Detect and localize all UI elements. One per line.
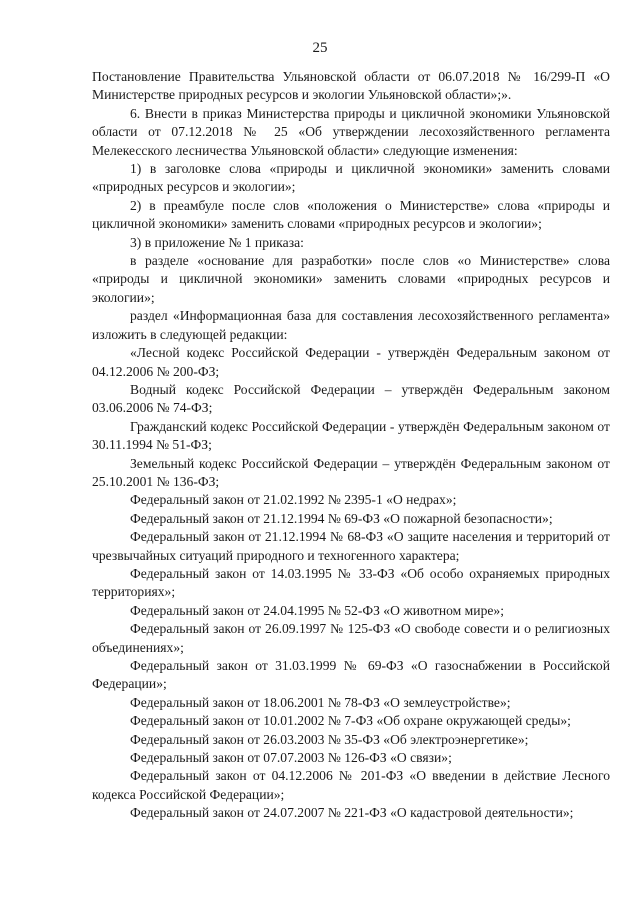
paragraph: Федеральный закон от 31.03.1999 № 69-ФЗ «О газоснабжении в Российской Федерации»;: [92, 658, 610, 692]
document-body: [92, 68, 610, 823]
paragraph: Земельный кодекс Российской Федерации – утверждён Федеральным законом от 25.10.2001 № 136-ФЗ;: [92, 455, 610, 489]
paragraph: Федеральный закон от 21.02.1992 № 2395-1 «О недрах»;: [130, 492, 457, 508]
paragraph: Федеральный закон от 18.06.2001 № 78-ФЗ «О землеустройстве»;: [130, 694, 511, 710]
paragraph: Федеральный закон от 24.04.1995 № 52-ФЗ «О животном мире»;: [130, 602, 504, 618]
paragraph: Федеральный закон от 14.03.1995 № 33-ФЗ «Об особо охраняемых природных территориях»;: [92, 565, 610, 600]
paragraph: Федеральный закон от 07.07.2003 № 126-ФЗ «О связи»;: [130, 750, 452, 766]
paragraph: Федеральный закон от 24.07.2007 № 221-ФЗ «О кадастровой деятельности»;: [130, 805, 574, 821]
paragraph: раздел «Информационная база для составления лесохозяйственного регламента» изложить в следующей редакции:: [92, 308, 610, 342]
paragraph: 1) в заголовке слова «природы и цикличной экономики» заменить словами «природных ресурсов и экологии»;: [92, 161, 610, 195]
paragraph: 3) в приложение № 1 приказа:: [130, 234, 304, 250]
page-number: 25: [312, 40, 328, 56]
paragraph: «Лесной кодекс Российской Федерации - утверждён Федеральным законом от 04.12.2006 № 200-ФЗ;: [92, 345, 610, 379]
paragraph: Федеральный закон от 10.01.2002 № 7-ФЗ «Об охране окружающей среды»;: [130, 713, 571, 729]
paragraph: 2) в преамбуле после слов «положения о Министерстве» слова «природы и цикличной экономики» заменить словами «природных ресурсов и экологии»;: [92, 197, 610, 232]
paragraph: Федеральный закон от 04.12.2006 № 201-ФЗ «О введении в действие Лесного кодекса Российской Федерации»;: [92, 768, 610, 802]
paragraph: Федеральный закон от 26.03.2003 № 35-ФЗ «Об электроэнергетике»;: [130, 731, 529, 747]
paragraph: в разделе «основание для разработки» после слов «о Министерстве» слова «природы и цикличной экономики» заменить словами «природных ресурсов и экологии»;: [92, 253, 610, 305]
paragraph: Федеральный закон от 21.12.1994 № 69-ФЗ «О пожарной безопасности»;: [130, 510, 553, 526]
paragraph: Гражданский кодекс Российской Федерации - утверждён Федеральным законом от 30.11.1994 № 51-ФЗ;: [92, 418, 610, 453]
paragraph: Постановление Правительства Ульяновской области от 06.07.2018 № 16/299-П «О Министерстве природных ресурсов и экологии Ульяновской области»;».: [92, 69, 610, 103]
paragraph: Водный кодекс Российской Федерации – утверждён Федеральным законом 03.06.2006 № 74-ФЗ;: [92, 381, 610, 416]
paragraph: Федеральный закон от 26.09.1997 № 125-ФЗ «О свободе совести и о религиозных объединениях»;: [92, 621, 610, 655]
paragraph: 6. Внести в приказ Министерства природы и цикличной экономики Ульяновской области от 07.12.2018 № 25 «Об утверждении лесохозяйственного регламента Мелекесского лесничества Ульяновской области» следующие изменения:: [92, 105, 610, 158]
paragraph: Федеральный закон от 21.12.1994 № 68-ФЗ «О защите населения и территорий от чрезвычайных ситуаций природного и техногенного характера;: [92, 529, 610, 563]
